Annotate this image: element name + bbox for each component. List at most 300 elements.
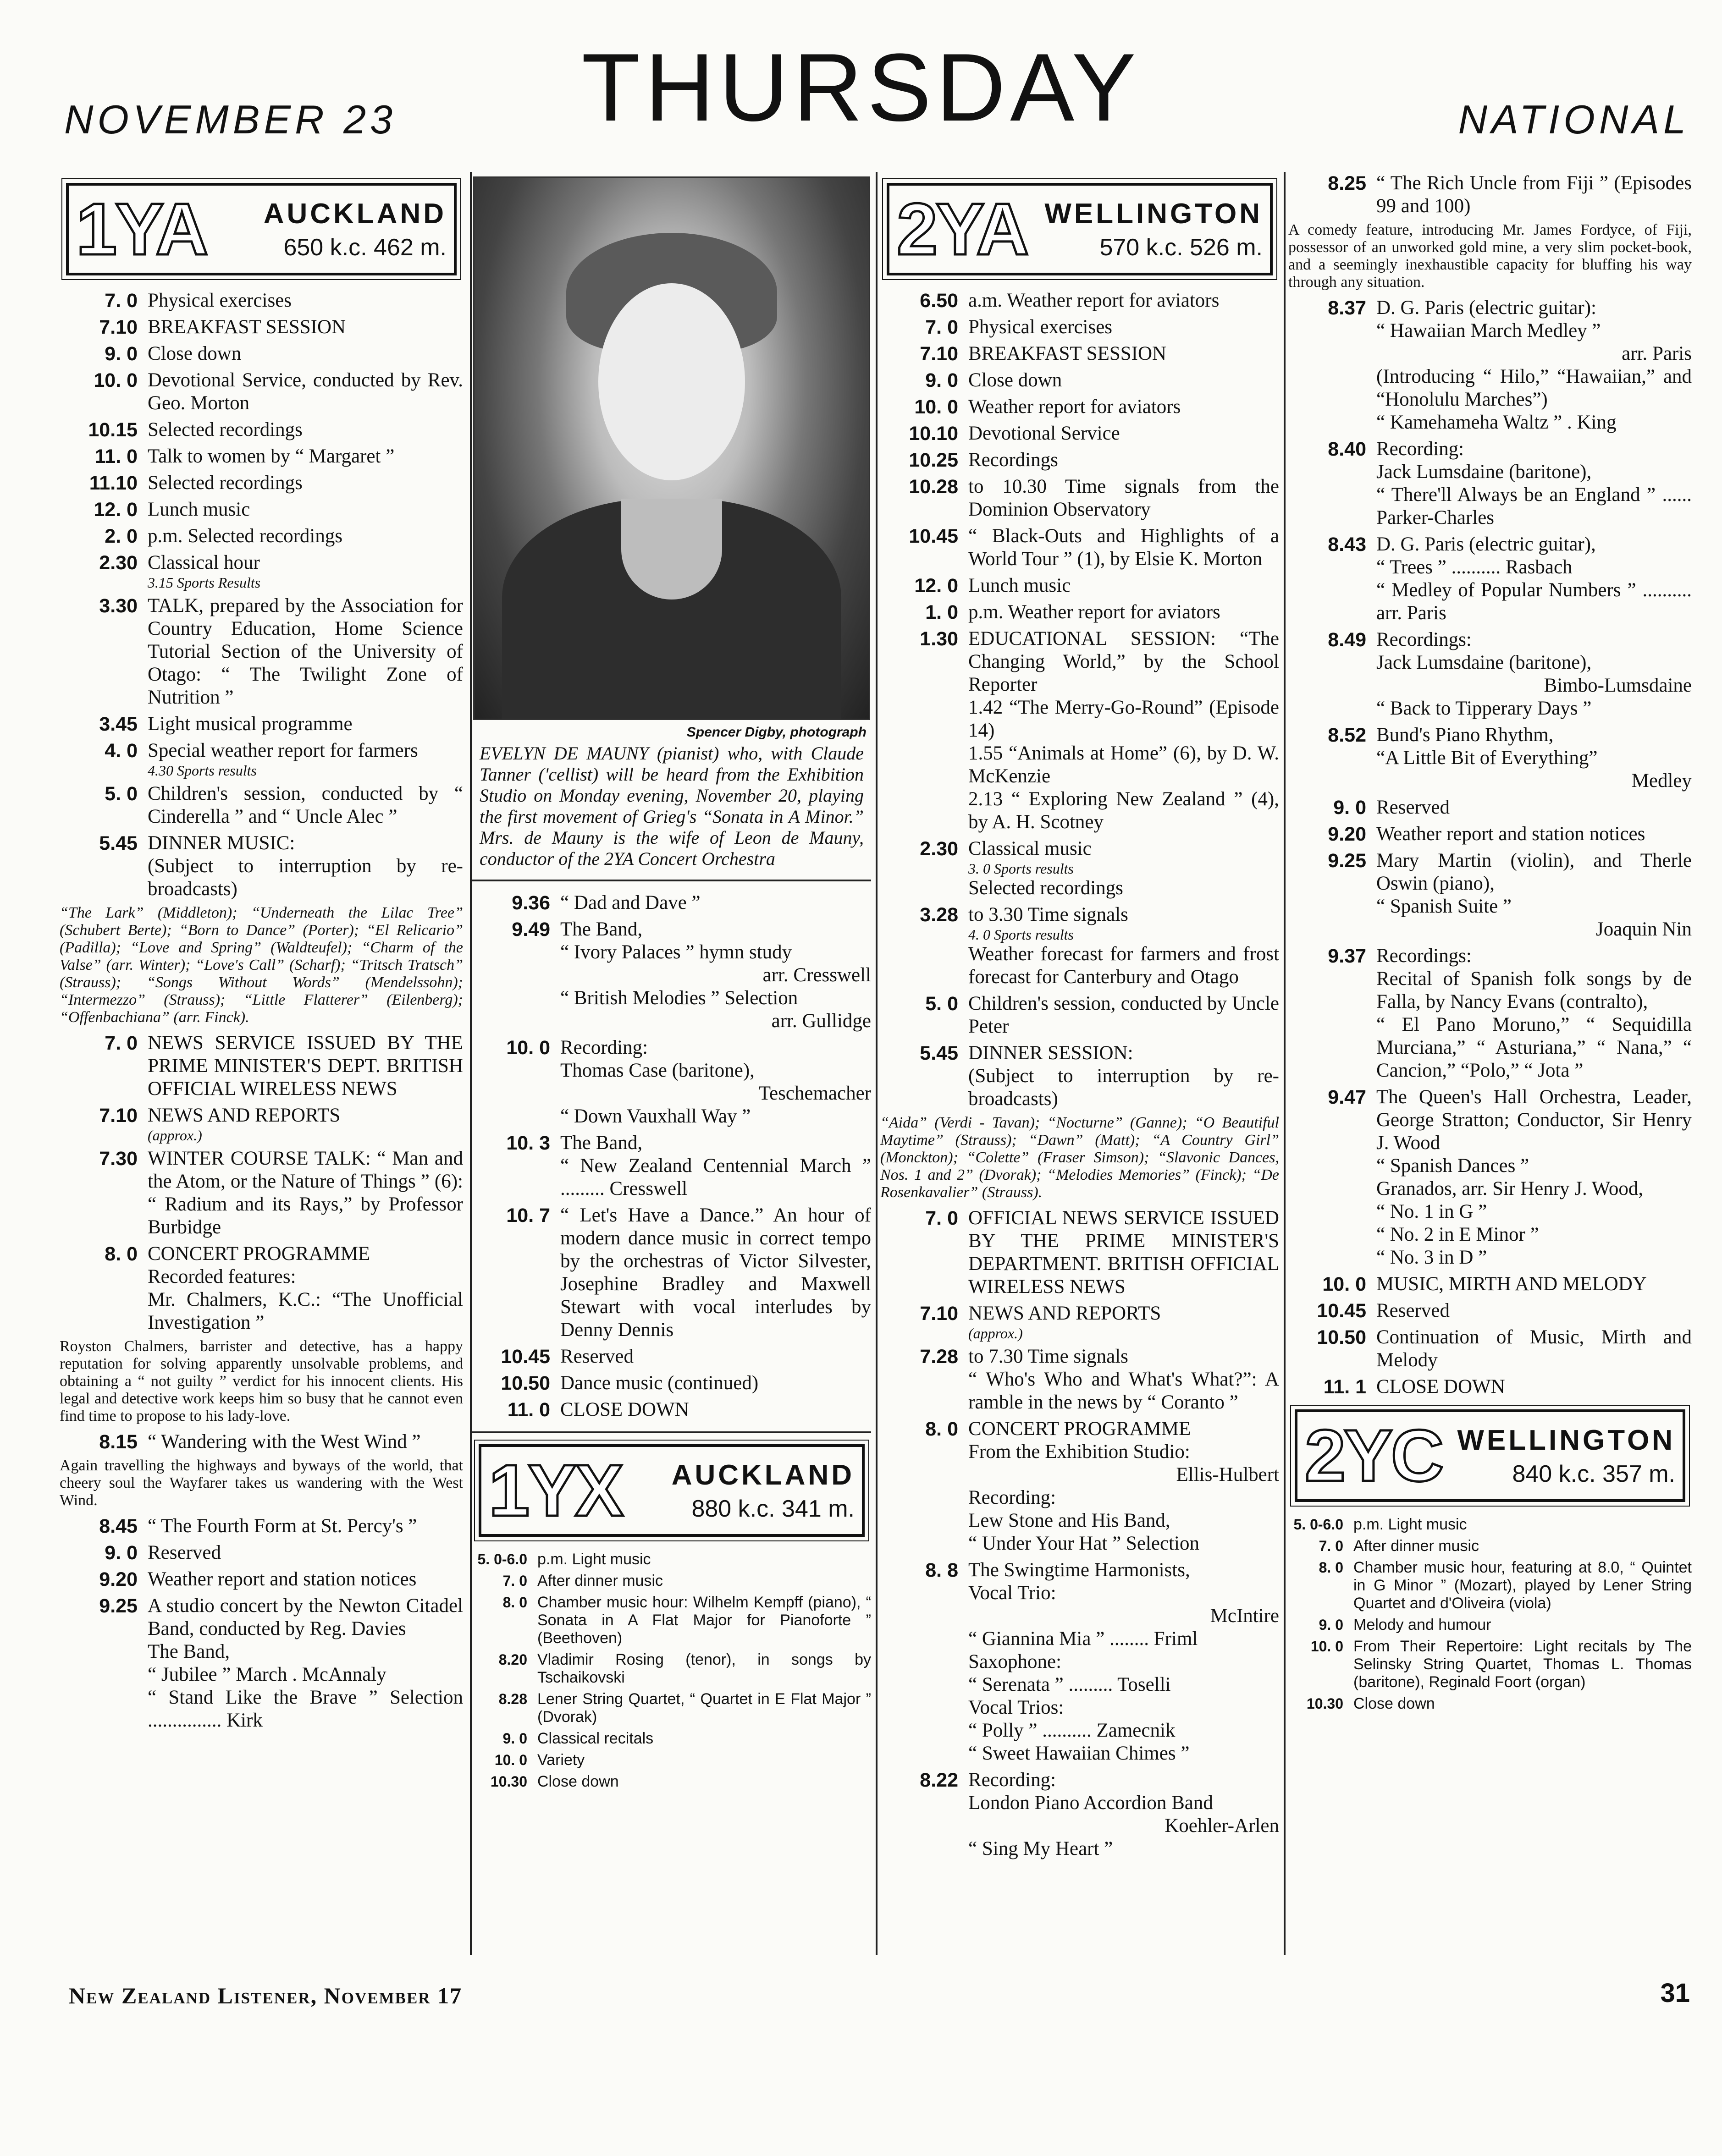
programme-line: “ No. 1 in G ” [1376, 1201, 1487, 1222]
programme-time: 5.45 [920, 1042, 958, 1064]
programme-credit: Joaquin Nin [1595, 918, 1692, 940]
programme-title: CONCERT PROGRAMME [968, 1418, 1191, 1440]
programme-entry [472, 891, 871, 914]
programme-title: Chamber music hour, featuring at 8.0, “ Quintet in G Minor ” (Mozart), played by Lener String Quartet and d'Oliveira (viola) [1353, 1559, 1692, 1612]
programme-time: 10.45 [909, 525, 958, 547]
programme-body [537, 1751, 871, 1769]
programme-title: The Queen's Hall Orchestra, Leader, George Stratton; Conductor, Sir Henry J. Wood [1376, 1086, 1692, 1154]
programme-body [968, 475, 1279, 521]
programme-body [968, 1559, 1279, 1765]
programme-time: 2. 0 [105, 525, 138, 547]
programme-title: Selected recordings [148, 472, 303, 494]
programme-time: 10. 0 [1310, 1638, 1343, 1655]
programme-body [968, 1418, 1279, 1555]
programme-body [1376, 1299, 1692, 1322]
programme-entry [60, 1515, 463, 1538]
programme-line: “ Sing My Heart ” [968, 1838, 1113, 1859]
station-city: AUCKLAND [263, 198, 447, 230]
programme-entry [1288, 1326, 1692, 1372]
programme-time: 10.45 [1317, 1300, 1366, 1322]
programme-entry [60, 832, 463, 901]
programme-entry [1288, 724, 1692, 792]
programme-title: The Band, [560, 1132, 643, 1154]
programme-line: Mr. Chalmers, K.C.: “The Unofficial Investigation ” [148, 1289, 463, 1333]
programme-time: 8.15 [99, 1431, 138, 1453]
programme-entry [1288, 1559, 1692, 1612]
programme-credit: McIntire [1210, 1605, 1279, 1627]
programme-entry [60, 1430, 463, 1453]
programme-title: Recording: [968, 1769, 1056, 1791]
network-label: NATIONAL [1458, 97, 1690, 142]
programme-body [968, 1769, 1279, 1860]
programme-entry [1288, 628, 1692, 720]
programme-time: 7. 0 [1319, 1538, 1343, 1554]
programme-time: 8.20 [498, 1651, 527, 1668]
programme-entry [1288, 172, 1692, 218]
programme-entry [1288, 438, 1692, 529]
programme-body [968, 316, 1279, 339]
programme-title: “ Wandering with the West Wind ” [148, 1431, 421, 1452]
programme-title: Reserved [560, 1346, 634, 1367]
programme-body [148, 316, 463, 339]
programme-entry [472, 1651, 871, 1687]
programme-body [148, 1515, 463, 1538]
programme-time: 10.30 [490, 1773, 527, 1790]
programme-entry [60, 289, 463, 312]
programme-title: The Band, [560, 918, 643, 940]
programme-title: From Their Repertoire: Light recitals by The Selinsky String Quartet, Thomas L. Thomas (baritone), Reginald Foort (organ) [1353, 1638, 1692, 1691]
programme-body [148, 713, 463, 736]
programme-entry [1288, 1516, 1692, 1534]
programme-title: Lunch music [148, 499, 250, 520]
programme-body [1353, 1516, 1692, 1534]
programme-body [148, 1243, 463, 1334]
day-heading: THURSDAY [581, 33, 1141, 141]
programme-entry [1288, 849, 1692, 941]
programme-title: Weather report and station notices [148, 1568, 417, 1590]
programme-line: Vocal Trios: [968, 1697, 1064, 1718]
programme-title: Reserved [1376, 1300, 1450, 1321]
programme-title: Weather report and station notices [1376, 823, 1645, 845]
programme-title: Lener String Quartet, “ Quartet in E Flat Major ” (Dvorak) [537, 1690, 871, 1726]
programme-body [1376, 1273, 1692, 1296]
programme-entry [472, 1572, 871, 1590]
programme-title: p.m. Light music [537, 1551, 651, 1568]
programme-line: Recorded features: [148, 1266, 296, 1287]
station-frequency: 840 k.c. 357 m. [1512, 1460, 1675, 1487]
programme-title: p.m. Weather report for aviators [968, 601, 1220, 623]
station-box-1yx [479, 1444, 865, 1537]
programme-title: The Swingtime Harmonists, [968, 1559, 1190, 1581]
programme-body [537, 1594, 871, 1647]
programme-entry [880, 1559, 1279, 1765]
programme-time: 10.50 [501, 1372, 550, 1394]
programme-line: Vocal Trio: [968, 1582, 1056, 1604]
programme-title: p.m. Selected recordings [148, 525, 343, 547]
programme-body [968, 1207, 1279, 1298]
programme-subnote: (approx.) [968, 1325, 1023, 1342]
programme-body [968, 342, 1279, 365]
station-frequency: 880 k.c. 341 m. [691, 1495, 855, 1522]
programme-body [1353, 1537, 1692, 1555]
programme-time: 8.40 [1328, 438, 1366, 460]
programme-title: OFFICIAL NEWS SERVICE ISSUED BY THE PRIME MINISTER'S DEPARTMENT. BRITISH OFFICIAL WIRELESS NEWS [968, 1207, 1279, 1298]
programme-body [148, 1541, 463, 1564]
programme-line: Saxophone: [968, 1651, 1062, 1672]
programme-time: 7. 0 [925, 1207, 958, 1229]
programme-line: Jack Lumsdaine (baritone), [1376, 461, 1592, 483]
programme-time: 9.47 [1328, 1086, 1366, 1108]
programme-credit: Bimbo-Lumsdaine [1544, 675, 1692, 696]
programme-time: 10.10 [909, 423, 958, 445]
programme-line: “ Ivory Palaces ” hymn study [560, 941, 792, 963]
programme-title: TALK, prepared by the Association for Country Education, Home Science Tutorial Section of the University of Otago: “ The Twilight Zone of Nutrition ” [148, 595, 463, 708]
programme-title: A studio concert by the Newton Citadel Band, conducted by Reg. Davies [148, 1595, 463, 1639]
programme-title: DINNER SESSION: [968, 1042, 1133, 1064]
programme-entry [1288, 1273, 1692, 1296]
programme-line: London Piano Accordion Band [968, 1792, 1213, 1814]
programme-body [537, 1730, 871, 1748]
programme-line: Recording: [968, 1487, 1056, 1508]
programme-title: “ Let's Have a Dance.” An hour of modern dance music in correct tempo by the orchestras of Victor Silvester, Josephine Bradley and Maxwell Stewart with vocal interludes by Denny Dennis [560, 1204, 871, 1341]
programme-time: 2.30 [920, 838, 958, 860]
programme-time: 7.30 [99, 1148, 138, 1170]
programme-entry [60, 551, 463, 591]
programme-time: 11. 1 [1323, 1376, 1366, 1398]
programme-body [560, 1345, 871, 1368]
programme-entry [60, 369, 463, 415]
programme-body [1376, 724, 1692, 792]
programme-entry [880, 369, 1279, 392]
programme-line: Thomas Case (baritone), [560, 1060, 755, 1081]
programme-title: D. G. Paris (electric guitar), [1376, 534, 1596, 555]
programme-entry [880, 1769, 1279, 1860]
programme-title: Vladimir Rosing (tenor), in songs by Tschaikovski [537, 1651, 871, 1686]
programme-time: 7.10 [920, 1303, 958, 1325]
programme-title: BREAKFAST SESSION [148, 316, 346, 338]
programme-entry [880, 992, 1279, 1038]
programme-note: A comedy feature, introducing Mr. James Fordyce, of Fiji, possessor of an unworked gold mine, a very slim pocket-book, and a seemingly inexhaustible capacity for bluffing his way through any situation. [1288, 221, 1692, 291]
programme-time: 10. 7 [506, 1204, 550, 1226]
station-call-sign: 1YA [76, 188, 207, 270]
programme-body [537, 1651, 871, 1687]
programme-title: to 3.30 Time signals [968, 904, 1128, 925]
programme-title: Close down [968, 369, 1062, 391]
programme-entry [880, 475, 1279, 521]
programme-entry [1288, 1537, 1692, 1555]
programme-entry [472, 1594, 871, 1647]
programme-entry [1288, 796, 1692, 819]
programme-title: Weather report for aviators [968, 396, 1181, 418]
programme-title: After dinner music [537, 1572, 663, 1590]
programme-entry [1288, 297, 1692, 434]
programme-time: 9. 0 [1319, 1617, 1343, 1633]
programme-time: 12. 0 [94, 499, 138, 521]
programme-line: “ Polly ” .......... Zamecnik [968, 1720, 1176, 1741]
programme-line: Recital of Spanish folk songs by de Falla, by Nancy Evans (contralto), [1376, 968, 1692, 1012]
programme-time: 9.25 [99, 1595, 138, 1617]
programme-time: 5.45 [99, 832, 138, 854]
programme-body [148, 594, 463, 709]
programme-entry [60, 1568, 463, 1591]
programme-entry [60, 445, 463, 468]
programme-entry [60, 713, 463, 736]
programme-time: 3.30 [99, 595, 138, 617]
programme-body [148, 1147, 463, 1239]
programme-note: Royston Chalmers, barrister and detective, has a happy reputation for solving apparently unsolvable problems, and obtaining a “ not guilty ” verdict for his innocent clients. His legal and detective work keeps him so busy that he cannot even find time to propose to his lady-love. [60, 1338, 463, 1424]
programme-title: CLOSE DOWN [1376, 1376, 1505, 1397]
station-call-sign: 1YX [489, 1449, 622, 1531]
column-1yz [60, 172, 463, 1955]
programme-time: 10. 0 [914, 396, 958, 418]
programme-line: From the Exhibition Studio: [968, 1441, 1190, 1463]
programme-entry [60, 418, 463, 441]
programme-line: Selected recordings [968, 877, 1123, 899]
programme-line: Weather forecast for farmers and frost forecast for Canterbury and Otago [968, 943, 1279, 988]
programme-time: 7. 0 [502, 1573, 527, 1589]
programme-title: Close down [1353, 1695, 1435, 1712]
programme-entry [1288, 533, 1692, 625]
programme-entry [60, 782, 463, 828]
programme-line: “ Medley of Popular Numbers ” .......... arr. Paris [1376, 579, 1692, 624]
programme-body [968, 1345, 1279, 1414]
programme-body [537, 1551, 871, 1568]
programme-line: Granados, arr. Sir Henry J. Wood, [1376, 1178, 1644, 1199]
publication-footer: New Zealand Listener, November 17 [69, 1983, 463, 2008]
programme-body [560, 1372, 871, 1395]
programme-title: a.m. Weather report for aviators [968, 290, 1220, 311]
programme-title: NEWS SERVICE ISSUED BY THE PRIME MINISTER'S DEPT. BRITISH OFFICIAL WIRELESS NEWS [148, 1032, 463, 1100]
programme-body [148, 498, 463, 521]
programme-body [560, 1204, 871, 1342]
programme-time: 2.30 [99, 552, 138, 574]
programme-subnote: 3.15 Sports Results [148, 574, 261, 591]
programme-time: 10.50 [1317, 1326, 1366, 1348]
programme-line: The Band, [148, 1641, 230, 1662]
programme-body [968, 574, 1279, 597]
programme-line: 1.42 “The Merry-Go-Round” (Episode 14) [968, 697, 1279, 741]
programme-body [560, 1398, 871, 1421]
programme-time: 5. 0 [105, 783, 138, 805]
programme-line: “ There'll Always be an England ” ...... Parker-Charles [1376, 484, 1692, 528]
programme-time: 10. 0 [506, 1037, 550, 1059]
programme-entry [880, 1207, 1279, 1298]
programme-title: Talk to women by “ Margaret ” [148, 446, 395, 467]
programme-time: 9. 0 [502, 1730, 527, 1747]
programme-body [148, 739, 463, 779]
programme-title: Variety [537, 1751, 585, 1769]
station-box-2ya [887, 183, 1273, 275]
programme-body [968, 369, 1279, 392]
programme-line: “ Kamehameha Waltz ” . King [1376, 412, 1617, 433]
station-box-1ya [66, 183, 457, 275]
programme-time: 8.37 [1328, 297, 1366, 319]
programme-body [148, 1032, 463, 1100]
programme-body [1376, 1326, 1692, 1372]
programme-time: 10.28 [909, 476, 958, 498]
programme-title: Recordings: [1376, 945, 1472, 967]
station-call-sign: 2YC [1305, 1414, 1442, 1496]
programme-entry [880, 422, 1279, 445]
programme-time: 9.36 [512, 892, 550, 914]
programme-title: Lunch music [968, 575, 1071, 596]
programme-entry [880, 1042, 1279, 1111]
programme-body [1376, 297, 1692, 434]
programme-entry [472, 918, 871, 1033]
programme-time: 5. 0-6.0 [477, 1551, 527, 1568]
programme-body [968, 903, 1279, 989]
programme-time: 5. 0 [925, 993, 958, 1015]
programme-line: “A Little Bit of Everything” [1376, 747, 1598, 769]
programme-title: BREAKFAST SESSION [968, 343, 1167, 364]
programme-entry [60, 525, 463, 548]
programme-body [148, 525, 463, 548]
programme-body [1376, 172, 1692, 218]
programme-entry [60, 1104, 463, 1144]
programme-time: 7. 0 [105, 290, 138, 312]
programme-credit: arr. Paris [1622, 343, 1692, 364]
programme-title: p.m. Light music [1353, 1516, 1467, 1533]
dinner-music-note: “The Lark” (Middleton); “Underneath the Lilac Tree” (Schubert Berte); “Born to Dance” (Porter); “El Relicario” (Padilla); “Love and Spring” (Waldteufel); “Charm of the Valse” (arr. Winter); “Love's Call” (Scharf); “Tritsch Tratsch” (Strauss); “Songs Without Words” (Mendelssohn); “Intermezzo” (Strauss); “Little Flatterer” (Eilenberg); “Offenbachiana” (arr. Finck). [60, 904, 463, 1026]
programme-time: 10. 0 [494, 1752, 527, 1768]
programme-entry [60, 739, 463, 779]
divider [472, 880, 871, 881]
programme-body [968, 289, 1279, 312]
programme-line: 1.55 “Animals at Home” (6), by D. W. McKenzie [968, 742, 1279, 787]
programme-time: 9. 0 [1333, 797, 1366, 819]
programme-body [968, 422, 1279, 445]
programme-title: MUSIC, MIRTH AND MELODY [1376, 1273, 1647, 1295]
programme-entry [60, 1243, 463, 1334]
station-call-sign: 2YA [897, 188, 1027, 270]
station-box-2yc [1295, 1409, 1685, 1502]
programme-entry [472, 1551, 871, 1568]
programme-title: EDUCATIONAL SESSION: “The Changing World,” by the School Reporter [968, 628, 1279, 695]
programme-time: 4. 0 [105, 740, 138, 762]
programme-entry [880, 601, 1279, 624]
programme-title: Devotional Service, conducted by Rev. Geo. Morton [148, 369, 463, 414]
programme-body [968, 837, 1279, 900]
programme-credit: arr. Gullidge [771, 1010, 871, 1032]
programme-body [148, 551, 463, 591]
programme-subnote: 4.30 Sports results [148, 762, 257, 779]
programme-entry [60, 498, 463, 521]
issue-date: NOVEMBER 23 [64, 97, 397, 142]
programme-title: Selected recordings [148, 419, 303, 440]
programme-title: Children's session, conducted by Uncle Peter [968, 993, 1279, 1037]
programme-body [148, 1595, 463, 1732]
programme-entry [1288, 1299, 1692, 1322]
programme-title: Continuation of Music, Mirth and Melody [1376, 1326, 1692, 1371]
programme-entry [472, 1036, 871, 1128]
programme-entry [880, 1302, 1279, 1342]
programme-entry [880, 289, 1279, 312]
programme-line: (Subject to interruption by re-broadcasts) [148, 855, 463, 900]
programme-entry [472, 1345, 871, 1368]
programme-entry [880, 574, 1279, 597]
programme-body [560, 891, 871, 914]
programme-line: “ Hawaiian March Medley ” [1376, 320, 1601, 341]
programme-line: “ British Melodies ” Selection [560, 987, 798, 1009]
programme-time: 9.49 [512, 918, 550, 940]
programme-line: “ Trees ” .......... Rasbach [1376, 556, 1573, 578]
programme-subnote: 4. 0 Sports results [968, 926, 1074, 943]
programme-note: Again travelling the highways and byways of the world, that cheery soul the Wayfarer takes us wandering with the West Wind. [60, 1457, 463, 1509]
programme-time: 8. 0 [925, 1418, 958, 1440]
programme-entry [472, 1751, 871, 1769]
programme-line: 2.13 “ Exploring New Zealand ” (4), by A. H. Scotney [968, 788, 1279, 833]
programme-entry [472, 1372, 871, 1395]
programme-entry [1288, 945, 1692, 1082]
programme-time: 9.20 [1328, 823, 1366, 845]
programme-time: 10.30 [1306, 1695, 1343, 1712]
programme-body [968, 396, 1279, 418]
programme-time: 8.45 [99, 1515, 138, 1537]
programme-body [968, 525, 1279, 571]
programme-title: Recording: [1376, 438, 1464, 460]
programme-title: Dance music (continued) [560, 1372, 759, 1394]
station-city: AUCKLAND [671, 1459, 855, 1491]
programme-entry [60, 316, 463, 339]
programme-entry [880, 627, 1279, 834]
programme-body [1376, 438, 1692, 529]
programme-title: Reserved [148, 1542, 221, 1563]
programme-body [968, 627, 1279, 834]
programme-credit: Medley [1631, 770, 1692, 792]
programme-title: Close down [537, 1773, 619, 1790]
programme-line: “ Giannina Mia ” ........ Friml [968, 1628, 1198, 1650]
programme-time: 8. 0 [1319, 1559, 1343, 1576]
programme-credit: Ellis-Hulbert [1176, 1464, 1279, 1485]
programme-entry [1288, 1086, 1692, 1269]
programme-body [148, 782, 463, 828]
station-frequency: 650 k.c. 462 m. [283, 234, 447, 261]
programme-body [148, 1568, 463, 1591]
programme-body [148, 289, 463, 312]
programme-body [1376, 628, 1692, 720]
programme-time: 9.25 [1328, 850, 1366, 872]
programme-time: 10.15 [88, 419, 138, 441]
programme-title: Children's session, conducted by “ Cinderella ” and “ Uncle Alec ” [148, 783, 463, 827]
column-rule [1284, 172, 1286, 1955]
programme-time: 12. 0 [914, 575, 958, 597]
programme-entry [880, 525, 1279, 571]
programme-title: Physical exercises [148, 290, 292, 311]
programme-body [148, 418, 463, 441]
programme-entry [880, 342, 1279, 365]
programme-title: DINNER MUSIC: [148, 832, 295, 854]
programme-time: 8.43 [1328, 534, 1366, 556]
programme-title: Special weather report for farmers [148, 740, 418, 761]
programme-entry [880, 1345, 1279, 1414]
column-rule [876, 172, 878, 1955]
programme-time: 8.52 [1328, 724, 1366, 746]
programme-line: “ Spanish Dances ” [1376, 1155, 1529, 1177]
programme-body [1353, 1638, 1692, 1691]
programme-title: “ The Fourth Form at St. Percy's ” [148, 1515, 417, 1537]
programme-title: “ Black-Outs and Highlights of a World Tour ” (1), by Elsie K. Morton [968, 525, 1279, 570]
programme-title: Reserved [1376, 797, 1450, 818]
programme-time: 3.28 [920, 904, 958, 926]
programme-body [148, 472, 463, 495]
programme-title: CONCERT PROGRAMME [148, 1243, 370, 1265]
programme-title: D. G. Paris (electric guitar): [1376, 297, 1596, 319]
programme-entry [60, 472, 463, 495]
programme-entry [880, 449, 1279, 472]
programme-entry [60, 594, 463, 709]
programme-title: Bund's Piano Rhythm, [1376, 724, 1554, 746]
station-city: WELLINGTON [1457, 1424, 1675, 1456]
